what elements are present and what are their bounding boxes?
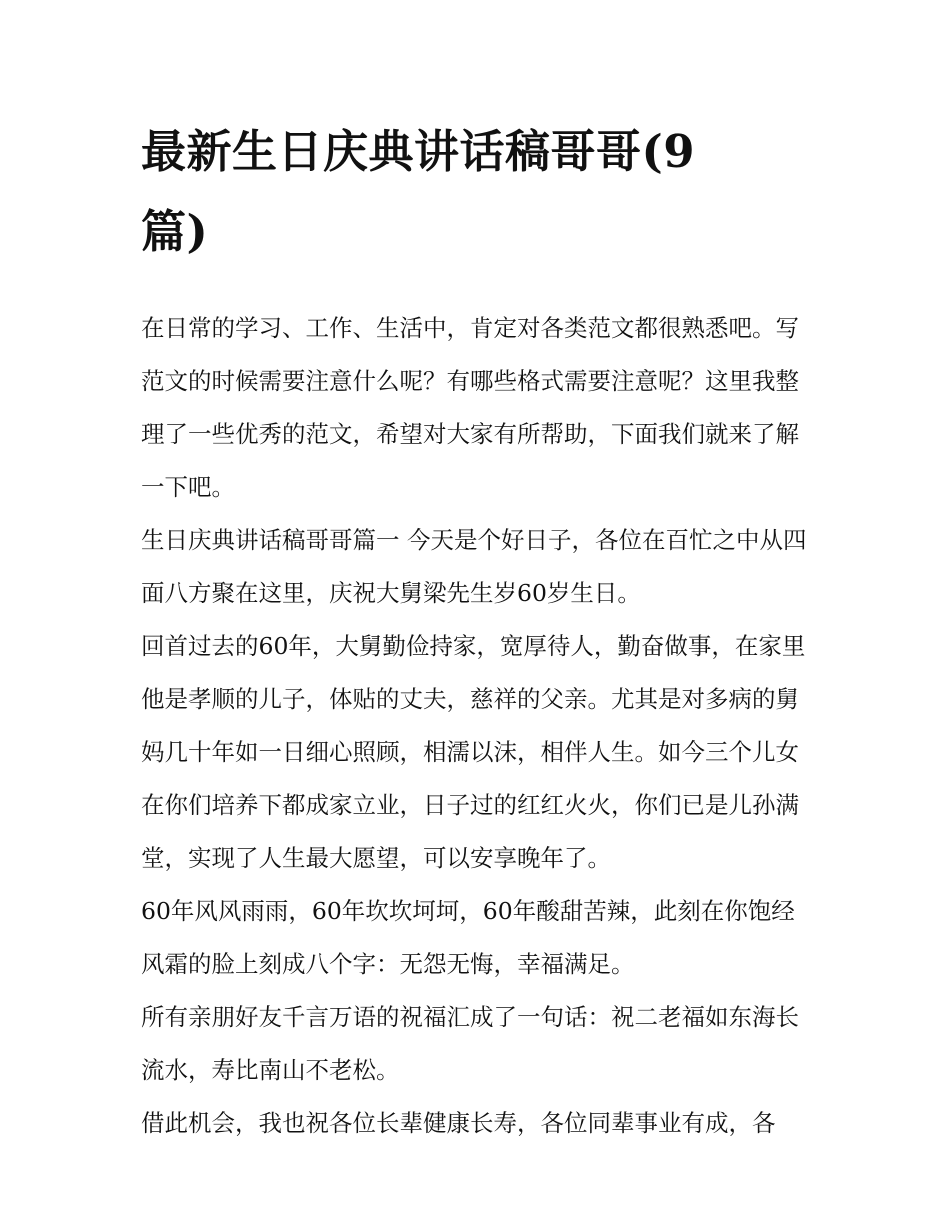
paragraph-sixty-years: 60年风风雨雨，60年坎坎坷坷，60年酸甜苦辣，此刻在你饱经风霜的脸上刻成八个字：无怨无悔，幸福满足。 [141,897,795,978]
document-title: 最新生日庆典讲话稿哥哥(9篇) [141,125,696,258]
document-page [141,112,813,1150]
document-body [141,302,813,1150]
paragraph-blessing: 所有亲朋好友千言万语的祝福汇成了一句话：祝二老福如东海长流水，寿比南山不老松。 [141,1003,799,1084]
paragraph-intro: 在日常的学习、工作、生活中，肯定对各类范文都很熟悉吧。写范文的时候需要注意什么呢？有哪些格式需要注意呢？这里我整理了一些优秀的范文，希望对大家有所帮助，下面我们就来了解一下吧。 [141,314,799,501]
paragraph-closing: 借此机会，我也祝各位长辈健康长寿，各位同辈事业有成，各 [141,1109,776,1137]
paragraph-retrospect: 回首过去的60年，大舅勤俭持家，宽厚待人，勤奋做事，在家里他是孝顺的儿子，体贴的丈夫，慈祥的父亲。尤其是对多病的舅妈几十年如一日细心照顾，相濡以沫，相伴人生。如今三个儿女在你们培养下都成家立业，日子过的红红火火，你们已是儿孙满堂，实现了人生最大愿望，可以安享晚年了。 [141,632,806,872]
paragraph-opening: 生日庆典讲话稿哥哥篇一 今天是个好日子，各位在百忙之中从四面八方聚在这里，庆祝大舅梁先生岁60岁生日。 [141,526,807,607]
